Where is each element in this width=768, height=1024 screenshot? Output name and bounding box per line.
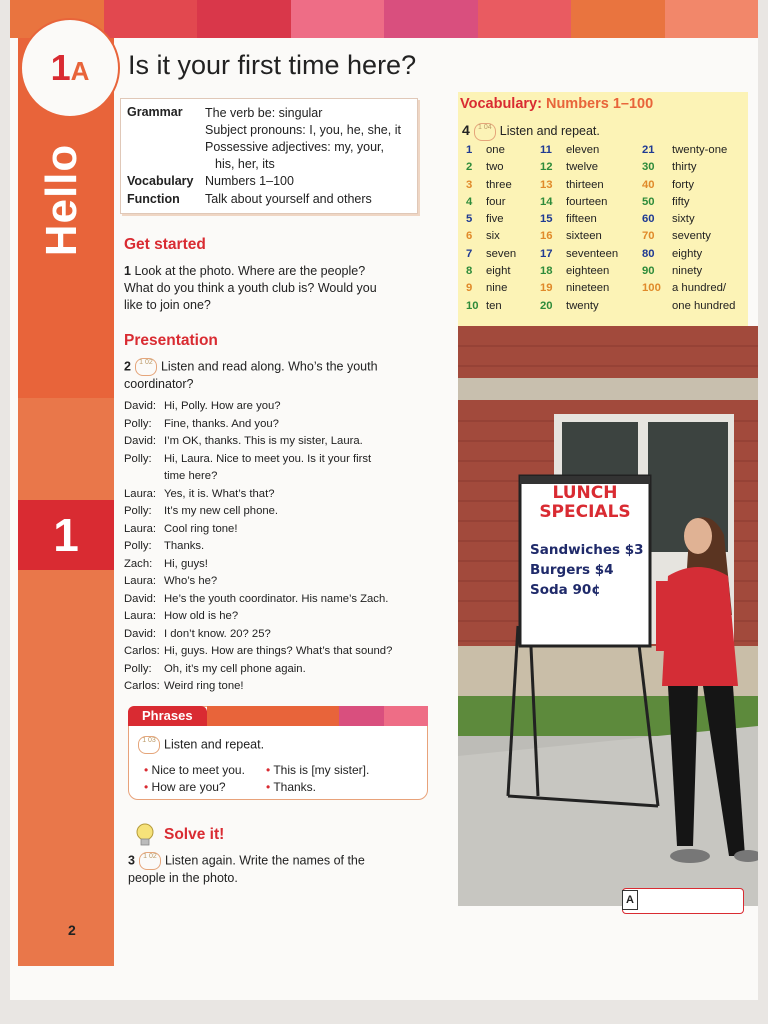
number-item: 12 twelve [540,161,599,174]
presentation-instruction: 2 1 02 Listen and read along. Who’s the youth coordinator? [124,359,378,391]
audio-icon[interactable]: 1 04 [474,123,496,141]
get-started-heading: Get started [124,236,206,253]
lesson-title: Is it your first time here? [128,50,417,80]
dialogue-line: David: I’m OK, thanks. This is my sister, Laura. [124,435,363,447]
dialogue-line: Carlos: Weird ring tone! [124,680,244,692]
get-started-text: 1 Look at the photo. Where are the people? What do you think a youth club is? Would you like to join one? [124,264,377,312]
number-item: 11 eleven [540,144,600,156]
number-item: 9 nine [466,282,508,295]
lightbulb-icon [134,822,156,848]
sign-menu: Sandwiches $3 Burgers $4 Soda 90¢ [530,542,644,598]
list-item: • This is [my sister]. [266,763,370,777]
dialogue [124,398,392,696]
list-item: • Nice to meet you. [144,763,245,777]
dialogue-line: Laura: Who’s he? [124,575,218,587]
vocabulary-heading: Vocabulary: Numbers 1–100 [460,96,654,112]
number-item: 6 six [466,230,500,243]
sign-heading: LUNCH SPECIALS [539,483,631,522]
number-item: 70 seventy [642,230,711,243]
dialogue-line: David: Hi, Polly. How are you? [124,400,281,412]
number-item: 16 sixteen [540,230,602,243]
number-item: 20 twenty [540,299,599,312]
number-item: 18 eighteen [540,265,610,278]
number-item: 60 sixty [642,213,695,226]
unit-number: 1 [18,500,114,570]
dialogue-line: Polly: Hi, Laura. Nice to meet you. Is it your first [124,452,372,465]
answer-label: A [622,890,638,910]
vocabulary-instruction: 4 1 04 Listen and repeat. [462,122,600,141]
number-item: 8 eight [466,265,511,278]
number-item: 17 seventeen [540,247,619,260]
answer-field[interactable] [622,888,744,914]
number-item: 19 nineteen [540,282,610,295]
number-item: 10 ten [466,299,502,312]
audio-icon[interactable]: 1 02 [135,358,157,376]
number-item: 21 twenty-one [642,144,728,156]
number-item: 30 thirty [642,161,697,174]
number-item: 80 eighty [642,247,703,260]
lesson-badge: 1A [20,18,120,118]
dialogue-line: Laura: Yes, it is. What’s that? [124,487,275,500]
number-item: 1 one [466,144,505,156]
dialogue-line: Laura: Cool ring tone! [124,522,238,535]
number-item: 90 ninety [642,265,703,278]
vocabulary-box [458,92,748,326]
dialogue-line: Laura: How old is he? [124,610,239,622]
number-item: 100 a hundred/ [642,282,727,295]
number-column-1 [466,142,516,315]
solve-text: 3 1 02 Listen again. Write the names of the people in the photo. [128,853,365,885]
audio-icon[interactable]: 1 02 [139,852,161,870]
number-item: 40 forty [642,178,694,191]
number-item: 7 seven [466,247,517,260]
dialogue-line: Polly: Fine, thanks. And you? [124,417,279,430]
number-item: 3 three [466,178,512,191]
audio-icon[interactable]: 1 03 [138,736,160,754]
dialogue-line: Polly: Thanks. [124,540,205,552]
list-item: • Thanks. [266,780,317,794]
dialogue-line: Polly: Oh, it’s my cell phone again. [124,662,306,675]
number-column-3 [642,142,735,315]
side-word: Hello [37,143,86,257]
number-item: 4 four [466,195,506,208]
phrases-heading: Phrases [128,706,207,726]
number-column-2 [540,142,618,315]
list-item: • How are you? [144,780,226,794]
presentation-heading: Presentation [124,332,218,349]
number-item: 5 five [466,213,504,226]
phrases-list-right [266,762,369,796]
phrases-instruction: 1 03 Listen and repeat. [134,736,264,754]
dialogue-line: Zach: Hi, guys! [124,557,208,570]
phrases-list-left [144,762,245,796]
dialogue-line: time here? [164,470,218,482]
number-item: 15 fifteen [540,213,597,226]
dialogue-line: David: He’s the youth coordinator. His name’s Zach. [124,592,389,605]
dialogue-line: Carlos: Hi, guys. How are things? What’s that sound? [124,645,393,657]
phrases-header [128,706,428,726]
dialogue-line: David: I don’t know. 20? 25? [124,627,271,640]
number-item: 14 fourteen [540,195,608,208]
solve-heading: Solve it! [164,826,225,843]
number-item: 13 thirteen [540,178,604,191]
dialogue-line: Polly: It’s my new cell phone. [124,505,279,517]
grammar-box: Grammar The verb be: singular Subject pronouns: I, you, he, she, it Possessive adjectives: my, your, his, her, its Vocabulary Numbers 1–100 Function Talk about yourself and others [120,98,418,214]
top-color-bar [10,0,758,38]
number-item: 2 two [466,161,504,174]
page-number: 2 [68,922,76,938]
photo [458,326,758,906]
number-item: one hundred [672,299,736,312]
textbook-page [10,0,758,1000]
number-item: 50 fifty [642,195,690,208]
